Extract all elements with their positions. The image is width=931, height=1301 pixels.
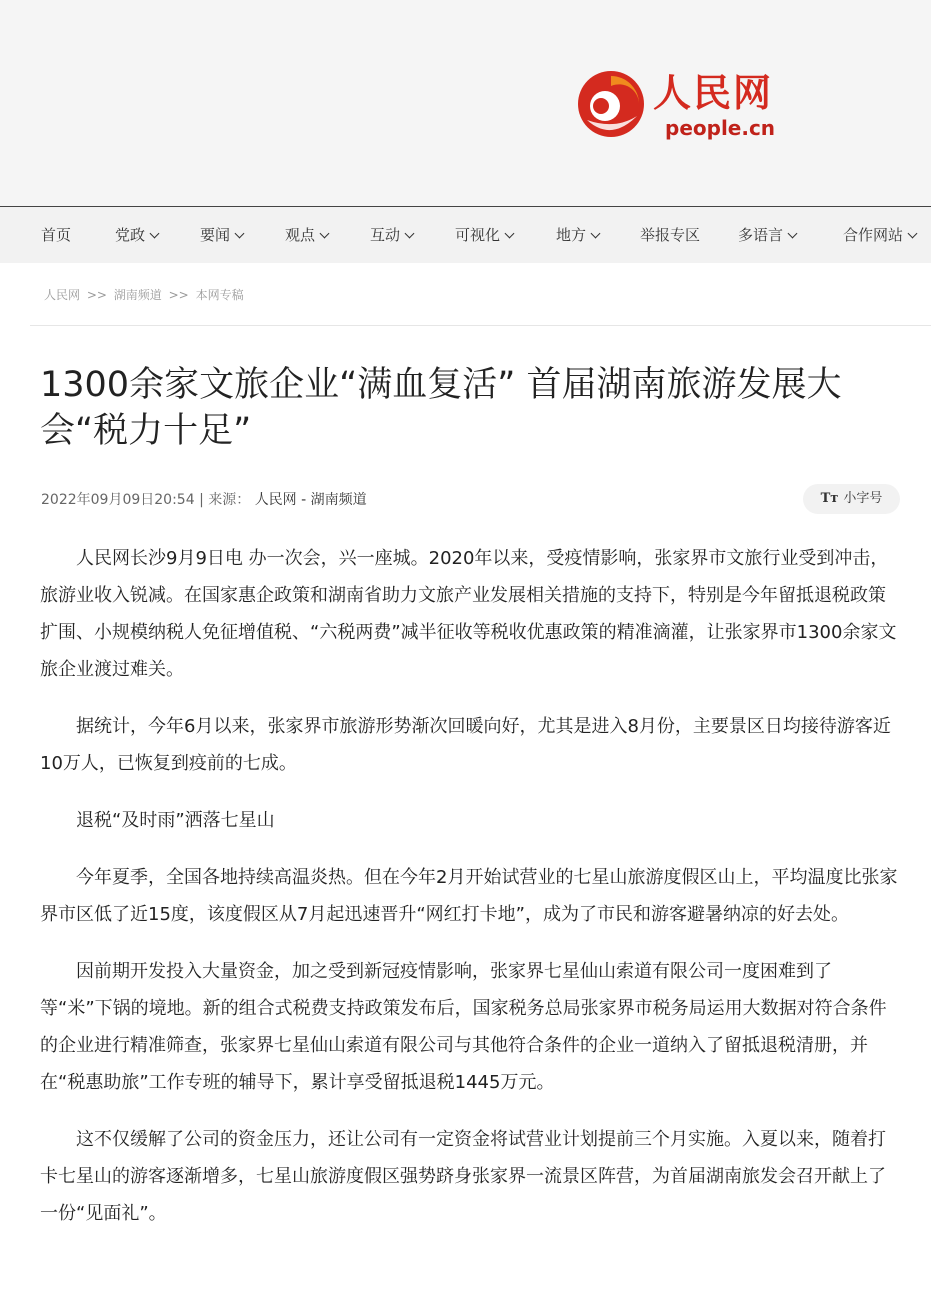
logo-wordmark: 人民网: [653, 70, 774, 115]
divider: [30, 325, 931, 326]
breadcrumb-separator: >>: [86, 288, 107, 302]
site-logo[interactable]: [575, 60, 790, 150]
nav-item-report[interactable]: 举报专区: [640, 226, 701, 244]
nav-item-partners[interactable]: 合作网站: [843, 207, 916, 263]
font-size-label: 小字号: [843, 491, 883, 506]
site-header: [0, 0, 931, 206]
article-datetime: 2022年09月09日20:54: [41, 492, 195, 508]
chevron-down-icon: [788, 229, 798, 239]
article-meta: [41, 489, 367, 509]
breadcrumb-link-channel[interactable]: 湖南频道: [113, 288, 162, 302]
article-source-link[interactable]: 人民网 - 湖南频道: [254, 492, 367, 508]
people-logo-icon: [575, 64, 655, 144]
article-paragraph: 人民网长沙9月9日电 办一次会，兴一座城。2020年以来，受疫情影响，张家界市文旅行业受到冲击，旅游业收入锐减。在国家惠企政策和湖南省助力文旅产业发展相关措施的支持下，特别是今年留抵退税政策扩围、小规模纳税人免征增值税、“六税两费”减半征收等税收优惠政策的精准滴灌，让张家界市1300余家文旅企业渡过难关。: [40, 548, 897, 680]
chevron-down-icon: [405, 229, 415, 239]
article-paragraph: 今年夏季，全国各地持续高温炎热。但在今年2月开始试营业的七星山旅游度假区山上，平均温度比张家界市区低了近15度，该度假区从7月起迅速晋升“网红打卡地”，成为了市民和游客避暑纳凉的好去处。: [40, 867, 898, 925]
article-title: 1300余家文旅企业“满血复活” 首届湖南旅游发展大会“税力十足”: [40, 365, 842, 451]
nav-item-home[interactable]: 首页: [41, 226, 72, 244]
article-paragraph: 因前期开发投入大量资金，加之受到新冠疫情影响，张家界七星仙山索道有限公司一度困难到了等“米”下锅的境地。新的组合式税费支持政策发布后，国家税务总局张家界市税务局运用大数据对符合条件的企业进行精准筛查，张家界七星仙山索道有限公司与其他符合条件的企业一道纳入了留抵退税清册，并在“税惠助旅”工作专班的辅导下，累计享受留抵退税1445万元。: [40, 961, 887, 1093]
article-subheading: 退税“及时雨”洒落七星山: [76, 810, 275, 831]
article-paragraph: 这不仅缓解了公司的资金压力，还让公司有一定资金将试营业计划提前三个月实施。入夏以来，随着打卡七星山的游客逐渐增多，七星山旅游度假区强势跻身张家界一流景区阵营，为首届湖南旅发会召开献上了一份“见面礼”。: [40, 1129, 886, 1224]
article-body: [40, 540, 902, 1252]
breadcrumb-link-home[interactable]: 人民网: [44, 288, 81, 302]
chevron-down-icon: [591, 229, 601, 239]
breadcrumb-separator: >>: [168, 288, 189, 302]
font-size-icon: Tт: [820, 491, 839, 506]
breadcrumb: [44, 286, 247, 303]
breadcrumb-link-section[interactable]: 本网专稿: [195, 288, 244, 302]
chevron-down-icon: [150, 229, 160, 239]
logo-domain: people.cn: [665, 116, 776, 140]
nav-item-local[interactable]: 地方: [556, 207, 599, 263]
nav-item-interact[interactable]: 互动: [370, 207, 413, 263]
chevron-down-icon: [505, 229, 515, 239]
article-paragraph: 据统计，今年6月以来，张家界市旅游形势渐次回暖向好，尤其是进入8月份，主要景区日均接待游客近10万人，已恢复到疫前的七成。: [40, 716, 891, 774]
nav-item-visual[interactable]: 可视化: [455, 207, 513, 263]
nav-item-opinion[interactable]: 观点: [285, 207, 328, 263]
nav-item-news[interactable]: 要闻: [200, 207, 243, 263]
nav-item-language[interactable]: 多语言: [738, 207, 796, 263]
chevron-down-icon: [320, 229, 330, 239]
source-label: | 来源：: [199, 492, 251, 508]
chevron-down-icon: [235, 229, 245, 239]
main-nav: [0, 206, 931, 263]
font-size-toggle[interactable]: [803, 484, 900, 514]
nav-item-party[interactable]: 党政: [115, 207, 158, 263]
chevron-down-icon: [908, 229, 918, 239]
